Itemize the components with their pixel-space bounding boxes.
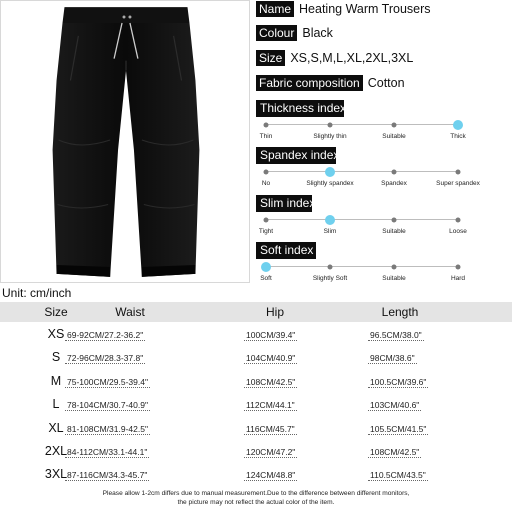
index-title: Thickness index (256, 100, 344, 117)
length-cell: 105.5CM/41.5" (370, 423, 427, 434)
index-option-label: Slightly Soft (312, 275, 348, 282)
length-cell: 103CM/40.6" (370, 400, 420, 411)
unit-label: Unit: cm/inch (2, 286, 72, 300)
index-option-label: Hard (450, 275, 466, 282)
hip-cell: 100CM/39.4" (246, 330, 296, 340)
product-photo (0, 0, 250, 283)
index-title: Spandex index (256, 147, 336, 164)
hip-cell: 116CM/45.7" (246, 423, 295, 434)
spec-name-row (256, 0, 431, 18)
index-dot (392, 264, 397, 269)
index-dot (264, 122, 269, 127)
trousers-image (1, 1, 249, 282)
spec-size-row (256, 49, 413, 67)
index-option-label: Slim (323, 228, 337, 235)
index-title: Slim index (256, 195, 312, 212)
index-option-label: No (261, 180, 271, 187)
waist-cell: 81-108CM/31.9-42.5" (67, 423, 148, 434)
index-option-label: Slightly spandex (306, 180, 354, 187)
waist-cell: 87-116CM/34.3-45.7" (67, 470, 148, 481)
index-scale-line (266, 124, 458, 125)
hip-cell: 108CM/42.5" (246, 376, 296, 387)
index-option-label: Thick (450, 133, 466, 140)
index-option-label: Thin (259, 133, 273, 140)
index-dot (264, 169, 269, 174)
colour-tag: Colour (256, 25, 297, 41)
fabric-tag: Fabric composition (256, 75, 363, 91)
hip-cell: 112CM/44.1" (246, 400, 295, 411)
length-cell: 110.5CM/43.5" (370, 470, 426, 481)
index-option-label: Tight (258, 228, 274, 235)
header-hip: Hip (265, 305, 284, 319)
index-title: Soft index (256, 242, 316, 259)
disclaimer-line-2: the picture may not reflect the actual color of the item. (177, 499, 335, 506)
index-dot (328, 122, 333, 127)
index-option-label: Spandex (381, 180, 407, 187)
product-sizes: XS,S,M,L,XL,2XL,3XL (290, 51, 414, 65)
length-cell: 98CM/38.6" (370, 353, 415, 364)
length-cell: 100.5CM/39.6" (370, 376, 427, 387)
table-row (0, 322, 512, 345)
size-chart-rows (0, 322, 512, 486)
header-waist: Waist (115, 305, 145, 319)
hip-cell: 104CM/40.9" (246, 353, 296, 364)
index-dot (392, 169, 397, 174)
name-tag: Name (256, 1, 294, 17)
header-size: Size (44, 305, 68, 319)
product-fabric: Cotton (367, 76, 405, 90)
size-cell: XS (47, 327, 65, 341)
index-option-label: Suitable (382, 275, 406, 282)
disclaimer-line-1: Please allow 1-2cm differs due to manual measurement.Due to the difference between different monitors, (102, 490, 410, 497)
size-tag: Size (256, 50, 285, 66)
size-cell: 2XL (44, 443, 68, 458)
table-row (0, 462, 512, 485)
index-dot (392, 217, 397, 222)
index-selected-dot (453, 120, 463, 130)
disclaimer-note (0, 489, 512, 507)
index-option-label: Slightly thin (313, 133, 347, 140)
index-option-label: Suitable (382, 133, 406, 140)
table-row (0, 392, 512, 415)
index-selected-dot (325, 215, 335, 225)
table-row (0, 416, 512, 439)
size-cell: S (51, 350, 61, 365)
waist-cell: 69-92CM/27.2-36.2" (67, 330, 144, 340)
table-row (0, 345, 512, 368)
index-scale-line (266, 266, 458, 267)
hip-cell: 120CM/47.2" (246, 446, 296, 457)
index-dot (456, 169, 461, 174)
index-dot (456, 217, 461, 222)
waist-cell: 75-100CM/29.5-39.4" (67, 376, 148, 387)
table-row (0, 439, 512, 462)
index-scale-line (266, 171, 458, 172)
product-colour: Black (302, 26, 333, 40)
index-selected-dot (325, 167, 335, 177)
product-name: Heating Warm Trousers (299, 2, 431, 16)
size-cell: 3XL (44, 467, 68, 482)
index-dot (264, 217, 269, 222)
length-cell: 96.5CM/38.0" (370, 330, 422, 340)
index-option-label: Suitable (382, 228, 406, 235)
waist-cell: 72-96CM/28.3-37.8" (67, 353, 144, 364)
waist-cell: 78-104CM/30.7-40.9" (67, 400, 148, 411)
index-option-label: Loose (449, 228, 467, 235)
waist-cell: 84-112CM/33.1-44.1" (67, 446, 148, 457)
header-length: Length (381, 305, 419, 319)
index-option-label: Soft (260, 275, 272, 282)
spec-fabric-row (256, 74, 405, 92)
index-scale-line (266, 219, 458, 220)
index-dot (392, 122, 397, 127)
size-cell: M (50, 373, 62, 388)
hip-cell: 124CM/48.8" (246, 470, 296, 481)
size-cell: XL (48, 420, 64, 435)
size-chart-header (0, 302, 512, 322)
index-option-label: Super spandex (436, 180, 480, 187)
table-row (0, 369, 512, 392)
size-cell: L (52, 397, 60, 412)
index-dot (456, 264, 461, 269)
index-selected-dot (261, 262, 271, 272)
length-cell: 108CM/42.5" (370, 446, 420, 457)
spec-colour-row (256, 24, 333, 42)
index-dot (328, 264, 333, 269)
